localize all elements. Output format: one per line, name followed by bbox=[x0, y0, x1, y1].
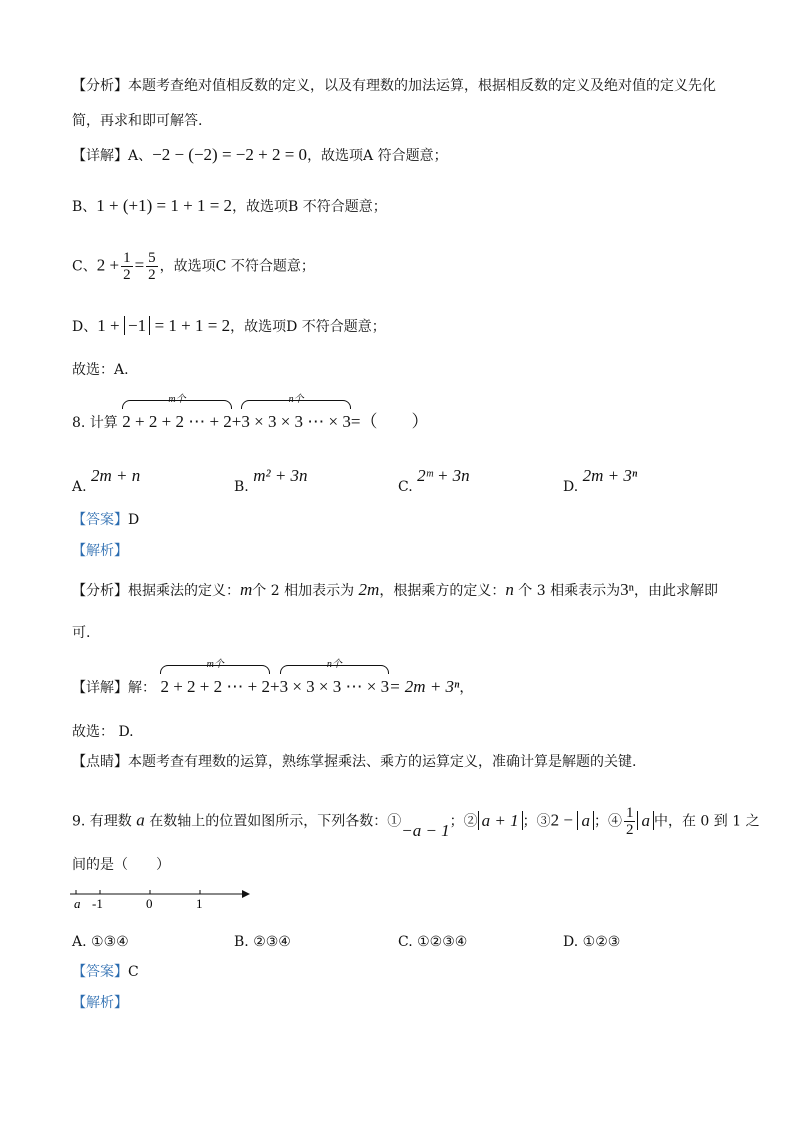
detail-tag: 【详解】 bbox=[72, 148, 128, 164]
fraction-numerator: 1 bbox=[625, 805, 634, 821]
option-label: A. bbox=[72, 934, 87, 950]
q9-answer bbox=[72, 962, 139, 982]
q8-brace-product bbox=[241, 394, 351, 433]
detail-line-b bbox=[72, 196, 387, 217]
option-a-label: A、 bbox=[128, 148, 153, 164]
q8-brace-sum bbox=[122, 394, 232, 433]
fraction bbox=[146, 250, 158, 283]
explain-tag: 【解析】 bbox=[72, 543, 128, 559]
q8-stem bbox=[72, 394, 429, 433]
var-n: n bbox=[505, 580, 514, 599]
abs-value: −1 bbox=[124, 316, 150, 335]
fraction-denominator: 2 bbox=[148, 267, 156, 283]
item-4-abs: a bbox=[637, 811, 654, 830]
number-line bbox=[66, 884, 256, 914]
option-expr: m² + 3n bbox=[253, 466, 308, 485]
brace-curve bbox=[280, 665, 390, 674]
option-text: ②③④ bbox=[253, 934, 291, 950]
separator: ；② bbox=[449, 813, 478, 830]
option-label: B. bbox=[234, 479, 249, 495]
q9-option-a[interactable] bbox=[72, 934, 129, 950]
option-label: A. bbox=[72, 479, 87, 495]
explain-tag: 【解析】 bbox=[72, 995, 128, 1011]
q9-option-d[interactable] bbox=[563, 934, 620, 950]
brace-expr: 2 + 2 + 2 ⋯ + 2 bbox=[160, 677, 270, 696]
tick-label: 0 bbox=[146, 896, 153, 911]
fraction-denominator: 2 bbox=[123, 267, 131, 283]
analysis-text: 个 3 相乘表示为 bbox=[518, 583, 621, 599]
plus-sign: + bbox=[231, 412, 242, 431]
option-text: ①②③ bbox=[582, 934, 621, 950]
expr-3n: 3ⁿ bbox=[620, 580, 634, 599]
brace-label: m个 bbox=[206, 659, 224, 670]
option-d-pre: 1 + bbox=[97, 316, 120, 335]
option-label: C. bbox=[398, 934, 413, 950]
option-b-note: ，故选项B 不符合题意； bbox=[232, 199, 387, 215]
q9-stem: 间的是（ ） bbox=[72, 857, 170, 873]
q9-option-c[interactable] bbox=[398, 934, 467, 950]
choice-text: 故选： D. bbox=[72, 724, 134, 740]
item-2-expr: a + 1 bbox=[478, 811, 523, 830]
q8-explain-tag bbox=[72, 541, 128, 561]
option-label: B. bbox=[234, 934, 249, 950]
q8-analysis-line-1 bbox=[72, 580, 718, 601]
q8-comment bbox=[72, 752, 636, 772]
q8-answer bbox=[72, 510, 139, 530]
detail-result: = 2m + 3ⁿ bbox=[389, 677, 460, 696]
option-d-note: ，故选项D 不符合题意； bbox=[230, 319, 386, 335]
analysis-text: 本题考查绝对值相反数的定义，以及有理数的加法运算，根据相反数的定义及绝对值的定义先化 bbox=[128, 78, 716, 94]
detail-line-d bbox=[72, 316, 386, 337]
comment-tag: 【点睛】 bbox=[72, 754, 128, 770]
option-b-label: B、 bbox=[72, 199, 97, 215]
tick-label: 1 bbox=[196, 896, 203, 911]
q9-stem: 在数轴上的位置如图所示，下列各数：① bbox=[149, 813, 402, 830]
q9-stem: 9. 有理数 bbox=[72, 813, 132, 830]
option-label: D. bbox=[563, 479, 579, 495]
option-a-note: ，故选项A 符合题意； bbox=[307, 148, 448, 164]
analysis-text: 个 2 相加表示为 bbox=[252, 583, 355, 599]
fraction-numerator: 1 bbox=[123, 250, 131, 266]
analysis-text: 可. bbox=[72, 625, 91, 641]
separator: ；④ bbox=[593, 813, 622, 830]
option-label: C. bbox=[398, 479, 413, 495]
q8-detail-brace-product bbox=[279, 659, 390, 698]
option-b-expr: 1 + (+1) = 1 + 1 = 2 bbox=[96, 196, 233, 215]
analysis-text: ，根据乘方的定义： bbox=[379, 583, 506, 599]
point-a-label: a bbox=[74, 896, 81, 911]
detail-tag: 【详解】 bbox=[72, 680, 128, 696]
option-c-pre: 2 + bbox=[96, 255, 120, 275]
answer-tag: 【答案】 bbox=[72, 964, 128, 980]
option-text: ①③④ bbox=[91, 934, 129, 950]
detail-line-c bbox=[72, 250, 315, 283]
fraction-numerator: 5 bbox=[148, 250, 156, 266]
q9-stem-line-1 bbox=[72, 805, 760, 838]
option-text: ①②③④ bbox=[417, 934, 468, 950]
q9-explain-tag bbox=[72, 993, 128, 1013]
option-d-post: = 1 + 1 = 2 bbox=[154, 316, 231, 335]
q8-option-b[interactable] bbox=[234, 466, 308, 495]
brace-expr: 3 × 3 × 3 ⋯ × 3 bbox=[279, 677, 390, 696]
detail-pre: 解： bbox=[128, 680, 156, 696]
option-expr: 2m + n bbox=[91, 466, 141, 485]
answer-value: C bbox=[128, 964, 139, 980]
expr-2m: 2m bbox=[358, 580, 380, 599]
brace-expr: 2 + 2 + 2 ⋯ + 2 bbox=[122, 412, 232, 431]
brace-expr: 3 × 3 × 3 ⋯ × 3 bbox=[241, 412, 351, 431]
q8-analysis-line-2 bbox=[72, 623, 90, 643]
var-a: a bbox=[136, 810, 145, 830]
separator: ；③ bbox=[522, 813, 551, 830]
choice-line bbox=[72, 360, 129, 380]
option-a-expr: −2 − (−2) = −2 + 2 = 0 bbox=[152, 145, 308, 164]
option-expr: 2m + 3ⁿ bbox=[582, 466, 638, 485]
q8-option-a[interactable] bbox=[72, 466, 141, 495]
analysis-text: 简，再求和即可解答. bbox=[72, 113, 203, 129]
q8-option-c[interactable] bbox=[398, 466, 470, 495]
detail-line-a bbox=[72, 145, 448, 166]
item-1-expr: −a − 1 bbox=[401, 820, 450, 840]
analysis-line-1 bbox=[72, 76, 716, 96]
item-3-abs: a bbox=[577, 811, 594, 830]
analysis-tag: 【分析】 bbox=[72, 583, 128, 599]
answer-tag: 【答案】 bbox=[72, 512, 128, 528]
option-c-note: ，故选项C 不符合题意； bbox=[159, 258, 315, 275]
analysis-text: ，由此求解即 bbox=[633, 583, 718, 599]
fraction-denominator: 2 bbox=[625, 822, 634, 838]
brace-label: n个 bbox=[288, 394, 304, 405]
q8-detail bbox=[72, 659, 474, 698]
analysis-tag: 【分析】 bbox=[72, 78, 128, 94]
answer-value: D bbox=[128, 512, 140, 528]
analysis-text: 根据乘法的定义： bbox=[128, 583, 240, 599]
q9-option-b[interactable] bbox=[234, 934, 291, 950]
arrow-icon bbox=[242, 890, 250, 898]
item-4-fraction bbox=[624, 805, 636, 838]
var-m: m bbox=[240, 580, 253, 599]
brace-curve bbox=[160, 665, 270, 674]
brace-curve bbox=[122, 400, 232, 409]
q8-option-d[interactable] bbox=[563, 466, 638, 495]
q8-detail-brace-sum bbox=[160, 659, 270, 698]
choice-text: 故选：A. bbox=[72, 362, 129, 378]
q8-eq-tail: =（ ） bbox=[350, 412, 429, 431]
comment-text: 本题考查有理数的运算，熟练掌握乘法、乘方的运算定义，准确计算是解题的关键. bbox=[128, 754, 637, 770]
plus-sign: + bbox=[269, 677, 280, 696]
brace-label: n个 bbox=[326, 659, 342, 670]
option-d-label: D、 bbox=[72, 319, 98, 335]
fraction bbox=[121, 250, 133, 283]
brace-label: m个 bbox=[168, 394, 186, 405]
item-3-pre: 2 − bbox=[550, 810, 573, 830]
equals: = bbox=[134, 255, 145, 275]
q8-number: 8. 计算 bbox=[72, 415, 118, 431]
option-c-label: C、 bbox=[72, 258, 97, 275]
detail-end: ， bbox=[459, 680, 474, 696]
q8-choice bbox=[72, 722, 134, 742]
option-label: D. bbox=[563, 934, 579, 950]
analysis-line-2 bbox=[72, 111, 202, 131]
option-expr: 2ᵐ + 3n bbox=[417, 466, 470, 485]
q9-stem-line-2 bbox=[72, 855, 170, 875]
tick-label: -1 bbox=[92, 896, 103, 911]
brace-curve bbox=[241, 400, 351, 409]
q9-stem: 中，在 0 到 1 之 bbox=[653, 813, 760, 830]
